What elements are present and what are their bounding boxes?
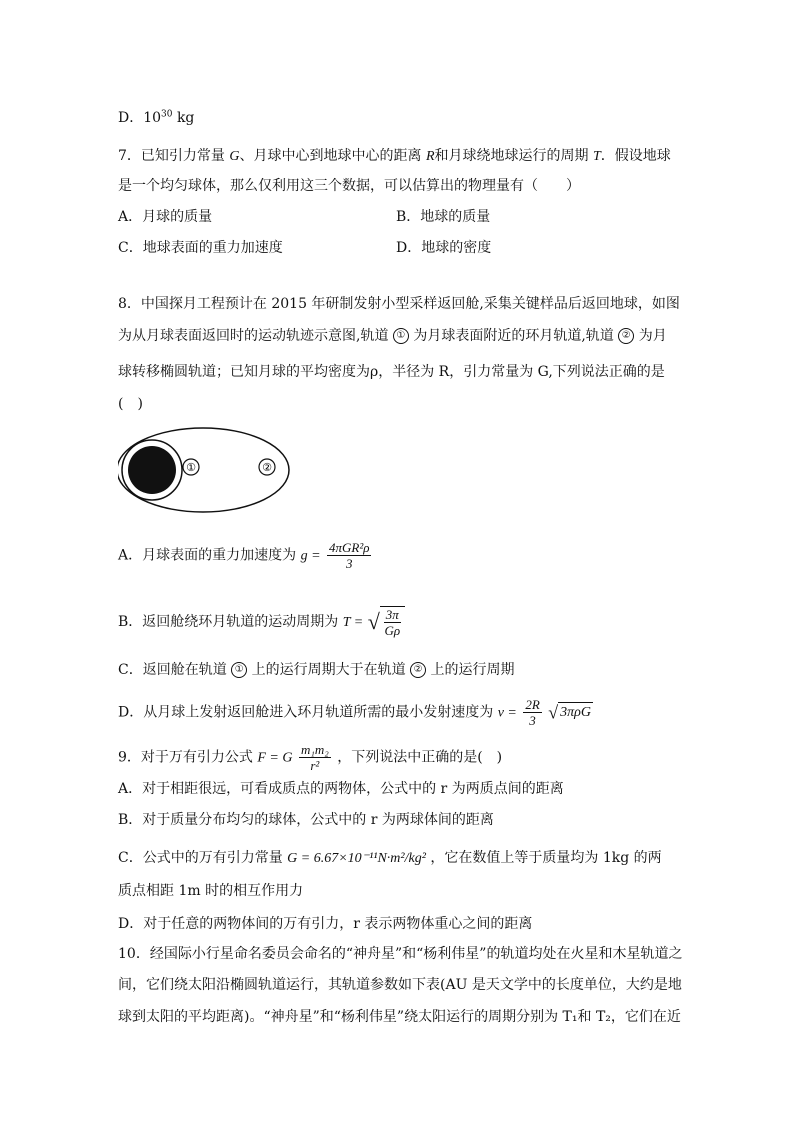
- q9-option-b: B．对于质量分布均匀的球体，公式中的 r 为两球体间的距离: [118, 812, 494, 828]
- q8-option-b: B．返回舱绕环月轨道的运动周期为 T = √ $\frac{3\pi}{G\rho}$: [118, 606, 405, 638]
- orbit-2-marker: ②: [618, 328, 634, 344]
- q7-option-a: A．月球的质量: [118, 209, 213, 225]
- option-d-prev: D．$10^{30}$ kg: [118, 109, 195, 126]
- q9-option-d: D．对于任意的两物体间的万有引力，r 表示两物体重心之间的距离: [118, 916, 533, 932]
- q9-option-c-line1: C．公式中的万有引力常量 G = 6.67×10⁻¹¹N·m²/kg² ，它在数值上等于质量均为 1kg 的两: [118, 850, 662, 866]
- q8-option-d: D．从月球上发射返回舱进入环月轨道所需的最小发射速度为 v = $\frac{2R}{3}$ √ 3πρG: [118, 697, 591, 728]
- q10-stem-line2: 间，它们绕太阳沿椭圆轨道运行，其轨道参数如下表(AU 是天文学中的长度单位，大约是地: [118, 977, 682, 993]
- q8-d-sqrt: √ 3πρG: [548, 702, 591, 723]
- q7-option-b: B．地球的质量: [396, 209, 491, 225]
- q8-stem-line1: 8．中国探月工程预计在 2015 年研制发射小型采样返回舱,采集关键样品后返回地球，如图: [118, 296, 680, 312]
- q10-stem-line3: 球到太阳的平均距离)。“神舟星”和“杨利伟星”绕太阳运行的周期分别为 T₁和 T₂，它们在近: [118, 1009, 681, 1025]
- q7-option-d: D．地球的密度: [396, 240, 492, 256]
- orbit-diagram: [118, 425, 298, 515]
- orbit-1-marker: ①: [393, 328, 409, 344]
- q7-stem-line1: 7．已知引力常量 G、月球中心到地球中心的距离 R和月球绕地球运行的周期 T．假设地球: [118, 148, 671, 164]
- orbit-1-label: ①: [186, 461, 196, 474]
- q9-option-a: A．对于相距很远，可看成质点的两物体，公式中的 r 为两质点间的距离: [118, 781, 564, 797]
- q8-stem-line3: 球转移椭圆轨道；已知月球的平均密度为ρ，半径为 R，引力常量为 G,下列说法正确的是: [118, 364, 665, 380]
- q8-d-fraction: $\frac{2R}{3}$: [525, 697, 540, 728]
- q8-a-fraction: $\frac{\text{4πGR²ρ}}{3}$: [328, 540, 370, 571]
- q9-stem: 9．对于万有引力公式 F = G $\frac{\text{m₁m₂}}{\text{r²}}$ ，下列说法中正确的是( ): [118, 742, 503, 773]
- q8-option-c: C．返回舱在轨道 ① 上的运行周期大于在轨道 ② 上的运行周期: [118, 662, 515, 678]
- q9-option-c-line2: 质点相距 1m 时的相互作用力: [118, 883, 304, 899]
- q10-stem-line1: 10．经国际小行星命名委员会命名的“神舟星”和“杨利伟星”的轨道均处在火星和木星轨道之: [118, 946, 683, 962]
- q7-stem-line2: 是一个均匀球体，那么仅利用这三个数据，可以估算出的物理量有（ ）: [118, 178, 580, 194]
- moon-disk: [128, 446, 176, 494]
- q8-stem-line2: 为从月球表面返回时的运动轨迹示意图,轨道 ① 为月球表面附近的环月轨道,轨道 ② 为月: [118, 328, 667, 344]
- orbit-2-label: ②: [262, 461, 272, 474]
- q8-stem-line4: ( ): [118, 396, 143, 412]
- q9-fraction: $\frac{\text{m₁m₂}}{\text{r²}}$: [300, 742, 329, 773]
- q8-option-a: A．月球表面的重力加速度为 g = $\frac{\text{4πGR²ρ}}{3}$: [118, 540, 370, 571]
- q7-option-c: C．地球表面的重力加速度: [118, 240, 283, 256]
- q8-b-sqrt: √ $\frac{3\pi}{G\rho}$: [368, 606, 405, 638]
